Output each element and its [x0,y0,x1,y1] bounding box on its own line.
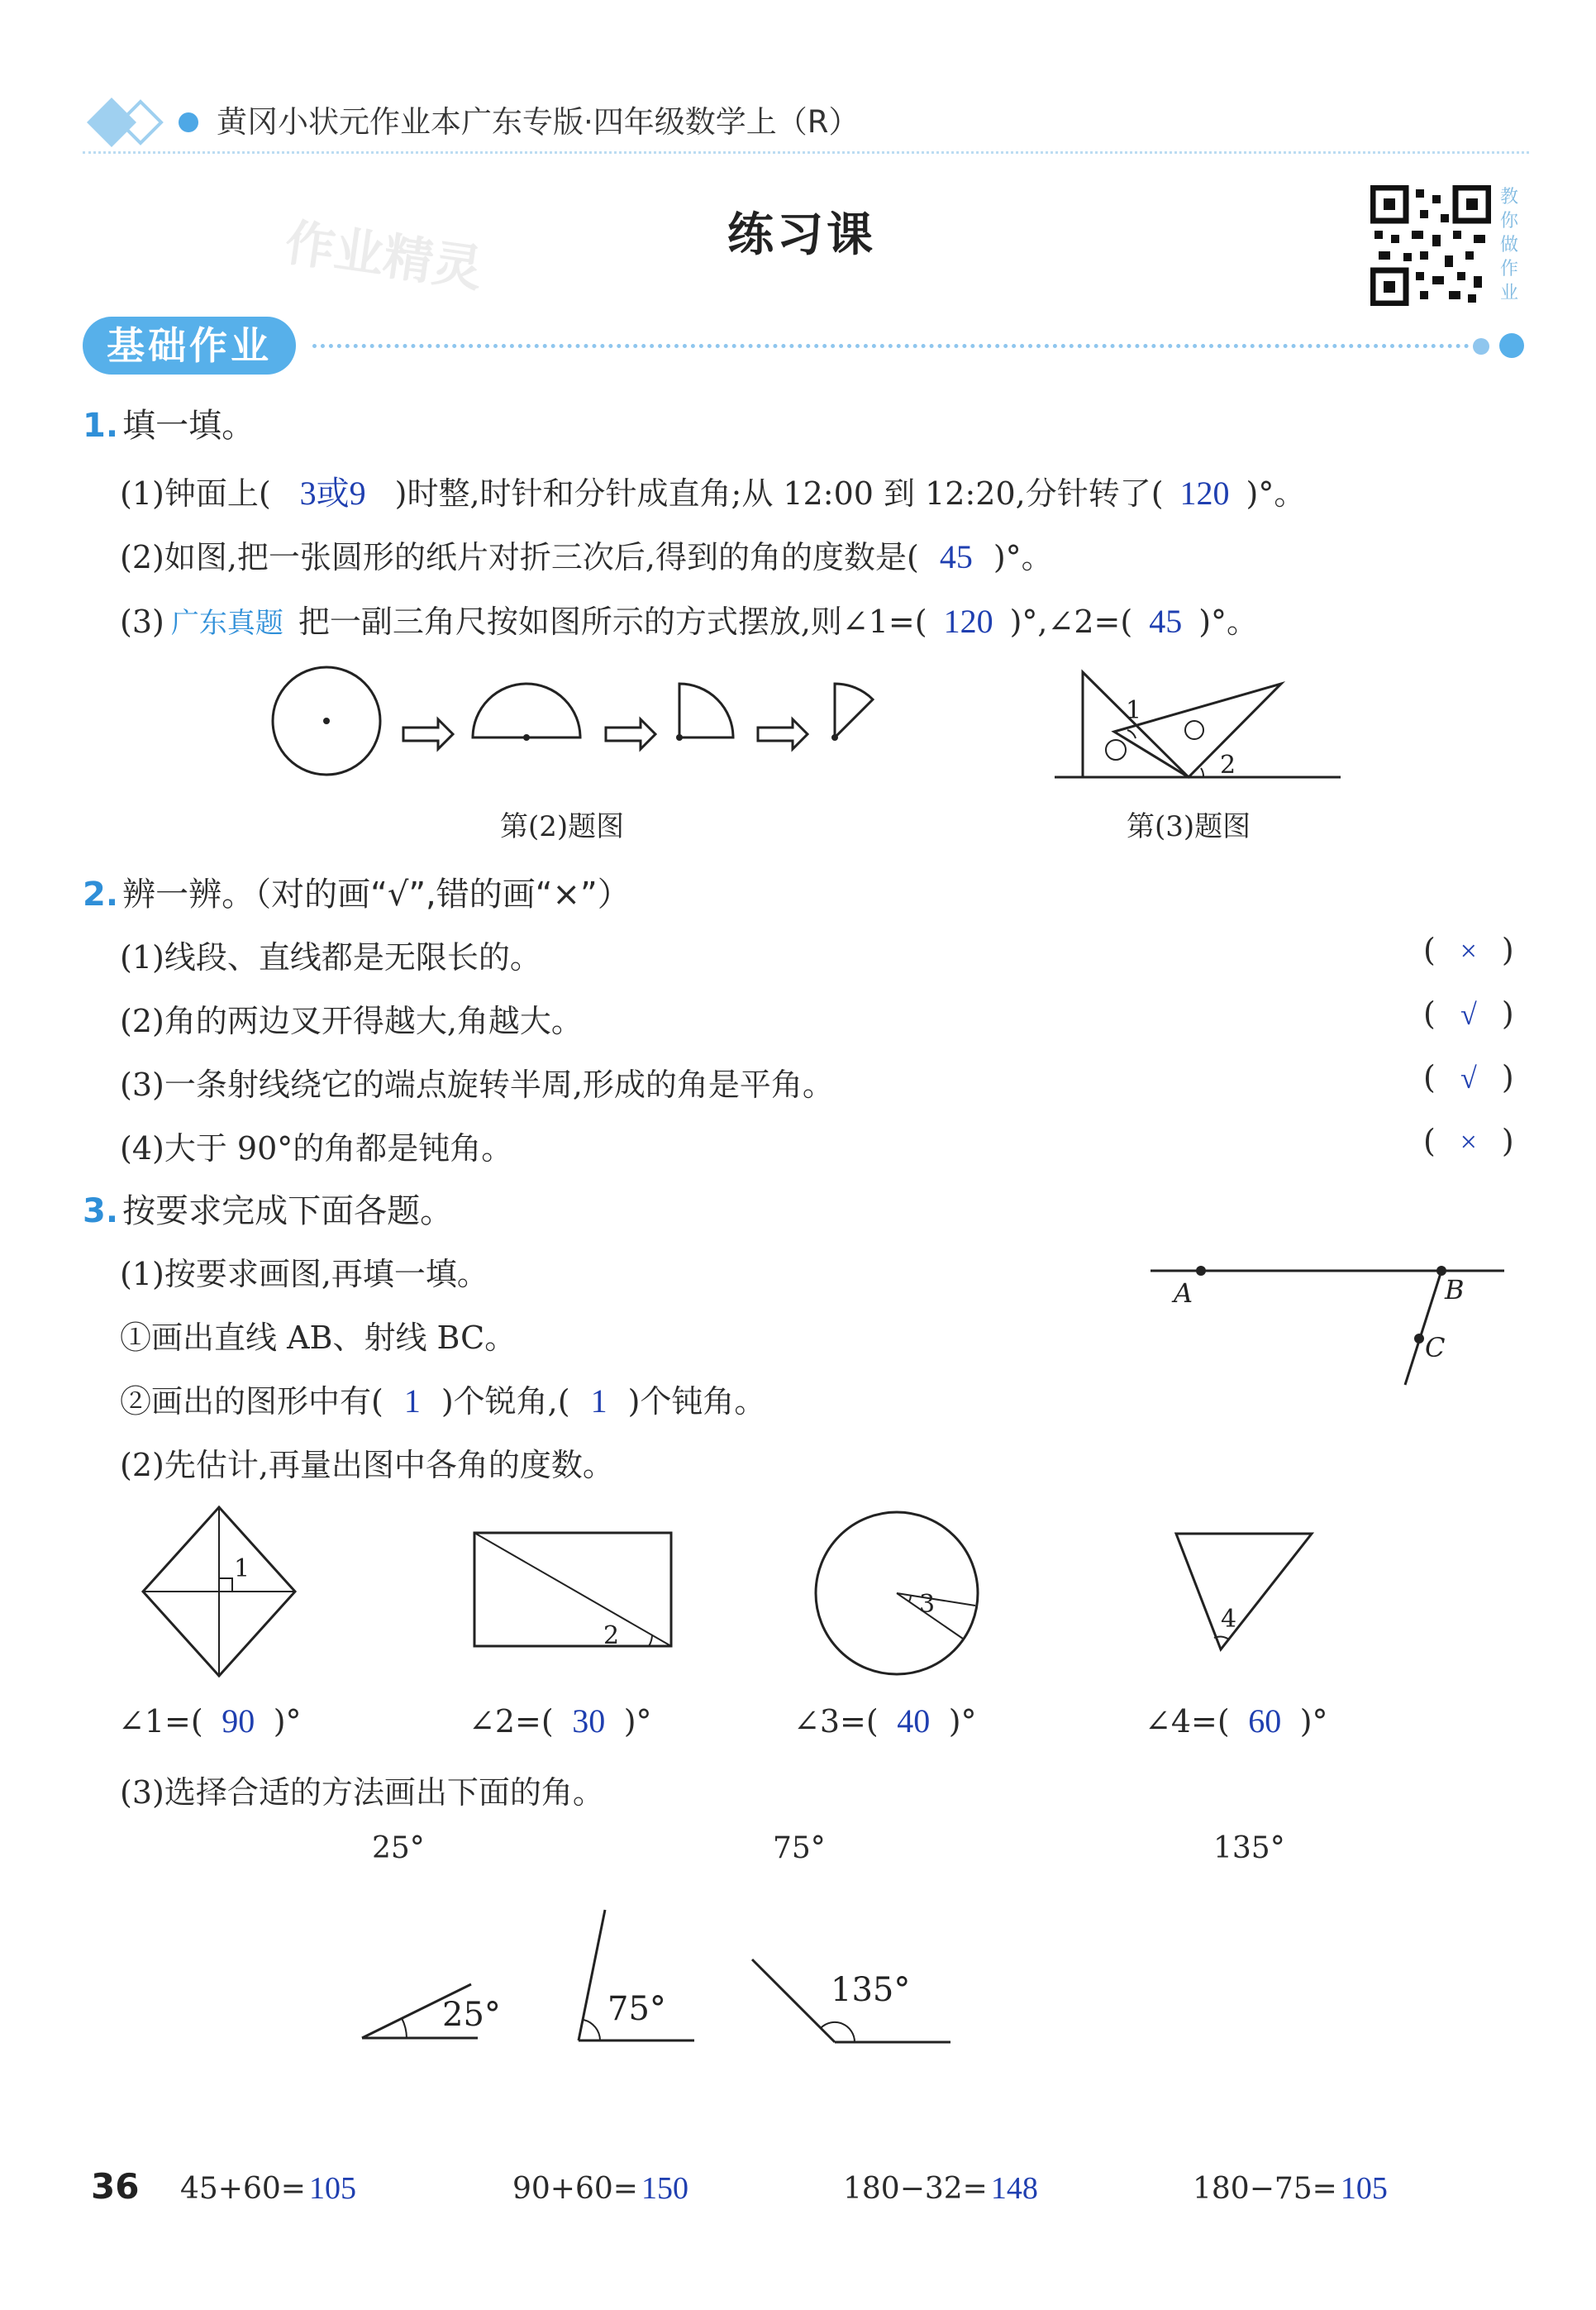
text: (3) [120,604,164,640]
qr-caption-char: 你 [1500,211,1519,231]
arrow-icon [606,719,655,749]
calc-expression: 45+60= [180,2172,306,2206]
calc-answer[interactable]: 105 [1340,2171,1388,2206]
point-label: A [1174,1277,1193,1309]
text: (1)钟面上( [120,475,271,512]
q3-part1-a: ①画出直线 AB、射线 BC。 [120,1320,517,1356]
q3-part2-title: (2)先估计,再量出图中各角的度数。 [120,1447,614,1483]
q3-heading [83,1185,453,1232]
judgement-answer[interactable]: × [1460,1125,1477,1158]
q2-item-text: (1)线段、直线都是无限长的。 [120,939,541,976]
watermark: 作业精灵 [281,213,487,299]
text: )个钝角。 [627,1383,766,1420]
q1-title: 填一填。 [122,407,255,445]
q3-part1-title: (1)按要求画图,再填一填。 [120,1256,488,1292]
rectangle-shape [471,1530,678,1654]
calc-expression: 90+60= [512,2172,638,2206]
text: (2)如图,把一张圆形的纸片对折三次后,得到的角的度数是( [120,539,919,575]
angle-label: 2 [1220,751,1236,780]
angle-measure [1145,1701,1328,1740]
line-ray-figure [1141,1244,1521,1393]
paren: ) [1501,1123,1514,1159]
header-divider [83,151,1529,154]
text: )° [273,1703,302,1740]
judgement-answer[interactable]: × [1460,934,1477,967]
circle-sector-shape [810,1506,984,1680]
page-title: 练习课 [727,208,876,262]
calc-answer[interactable]: 105 [308,2171,356,2206]
answer-blank[interactable]: 90 [222,1702,255,1740]
fig3-triangle-rulers [1050,666,1347,790]
angle-measure [469,1701,652,1740]
drawn-angle-label: 135° [831,1971,911,2009]
angle-label: 1 [1126,696,1142,725]
qr-caption-char: 作 [1500,259,1519,279]
target-angle: 75° [773,1831,826,1865]
text: )°,∠2=( [1009,604,1133,640]
target-angle: 25° [372,1831,425,1865]
q1-part1 [120,467,1305,514]
answer-blank[interactable]: 45 [1149,603,1183,640]
angle-label: 2 [603,1621,620,1650]
answer-blank[interactable]: 120 [1179,475,1230,512]
answer-blank[interactable]: 60 [1248,1702,1282,1740]
paren: ( [1423,995,1436,1032]
calc-expression: 180−32= [843,2172,988,2206]
fig3-caption: 第(3)题图 [1127,810,1251,843]
angle-label: 3 [919,1590,936,1619]
section-label: 基础作业 [83,317,296,375]
qr-caption-char: 做 [1500,235,1519,255]
source-tag: 广东真题 [170,607,283,640]
paren: ( [1423,932,1436,968]
text: )° [948,1703,977,1740]
divider-dot [1473,338,1489,355]
text: ∠2=( [469,1703,554,1740]
qr-caption-char: 业 [1500,283,1519,303]
angle-measure [793,1701,977,1740]
arrow-icon [758,719,808,749]
drawn-angle-label: 75° [607,1990,666,2028]
paren: ) [1501,932,1514,968]
drawn-angle-label: 25° [442,1996,501,2034]
q2-item-text: (2)角的两边叉开得越大,角越大。 [120,1003,583,1039]
calc-item [1193,2170,1388,2207]
q1-part3 [120,596,1258,642]
text: )°。 [1246,475,1306,512]
text: ②画出的图形中有( [120,1383,384,1420]
answer-blank[interactable]: 3或9 [299,475,366,512]
q2-judgement [1423,995,1514,1032]
text: )° [623,1703,652,1740]
q3-part3-title: (3)选择合适的方法画出下面的角。 [120,1774,604,1811]
point-label: C [1425,1332,1446,1363]
q1-heading [83,399,255,446]
q2-item-text: (3)一条射线绕它的端点旋转半周,形成的角是平角。 [120,1067,834,1103]
text: 把一副三角尺按如图所示的方式摆放,则∠1=( [298,604,927,640]
judgement-answer[interactable]: √ [1460,998,1477,1031]
angle-label: 4 [1221,1605,1237,1634]
calc-item [512,2170,688,2207]
section-divider [312,344,1470,348]
q3-part1-b [120,1376,765,1421]
qr-code[interactable] [1370,185,1491,306]
calc-answer[interactable]: 148 [990,2171,1038,2206]
text: )时整,时针和分针成直角;从 12:00 到 12:20,分针转了( [394,475,1164,512]
text: ∠3=( [793,1703,879,1740]
header-logo [79,89,219,155]
qr-caption-char: 教 [1500,187,1519,208]
q2-title: 辨一辨。（对的画“√”,错的画“×”） [122,876,631,914]
text: ∠4=( [1145,1703,1230,1740]
q2-judgement [1423,1059,1514,1095]
drawn-angle-135 [752,1959,950,2042]
answer-blank[interactable]: 1 [590,1382,607,1420]
eighth-circle-shape [835,684,873,737]
q2-number: 2. [83,876,119,914]
answer-blank[interactable]: 1 [403,1382,421,1420]
text: )个锐角,( [441,1383,570,1420]
arrow-icon [403,719,453,749]
answer-blank[interactable]: 30 [572,1702,606,1740]
fig2-folding-diagram [264,661,884,794]
q2-item-text: (4)大于 90°的角都是钝角。 [120,1130,513,1167]
paren: ) [1501,1059,1514,1095]
calc-item [180,2170,356,2207]
triangle-shape [1170,1525,1318,1658]
answer-blank[interactable]: 40 [897,1702,931,1740]
calc-answer[interactable]: 150 [641,2171,688,2206]
q1-number: 1. [83,407,119,445]
q2-judgement [1423,1123,1514,1159]
q2-heading [83,868,631,915]
text: ∠1=( [118,1703,203,1740]
judgement-answer[interactable]: √ [1460,1062,1477,1095]
drawn-angle-75 [579,1910,694,2040]
divider-dot [1499,333,1524,358]
point-label: B [1445,1274,1465,1305]
answer-blank[interactable]: 45 [939,538,973,575]
text: )°。 [1198,604,1259,640]
drawn-angle-25 [362,1984,501,2038]
answer-blank[interactable]: 120 [943,603,993,640]
angle-label: 1 [234,1554,250,1583]
paren: ) [1501,995,1514,1032]
qr-caption [1500,185,1525,305]
fig2-caption: 第(2)题图 [500,810,625,843]
rhombus-shape [136,1501,302,1682]
text: )°。 [993,539,1053,575]
target-angle: 135° [1213,1831,1285,1865]
q3-title: 按要求完成下面各题。 [122,1192,454,1230]
book-title: 黄冈小状元作业本广东专版·四年级数学上（R） [217,104,860,140]
angle-measure [118,1701,302,1740]
qr-code-icon [1370,185,1491,306]
calc-expression: 180−75= [1193,2172,1337,2206]
q3-number: 3. [83,1192,119,1230]
q1-part2 [120,532,1053,577]
ray-bc [1405,1271,1441,1385]
drawn-angles [355,1902,967,2059]
calc-item [843,2170,1038,2207]
text: )° [1299,1703,1328,1740]
page-number: 36 [91,2166,140,2207]
paren: ( [1423,1123,1436,1159]
paren: ( [1423,1059,1436,1095]
q2-judgement [1423,932,1514,968]
quarter-circle-shape [679,684,733,737]
semicircle-shape [473,684,580,737]
